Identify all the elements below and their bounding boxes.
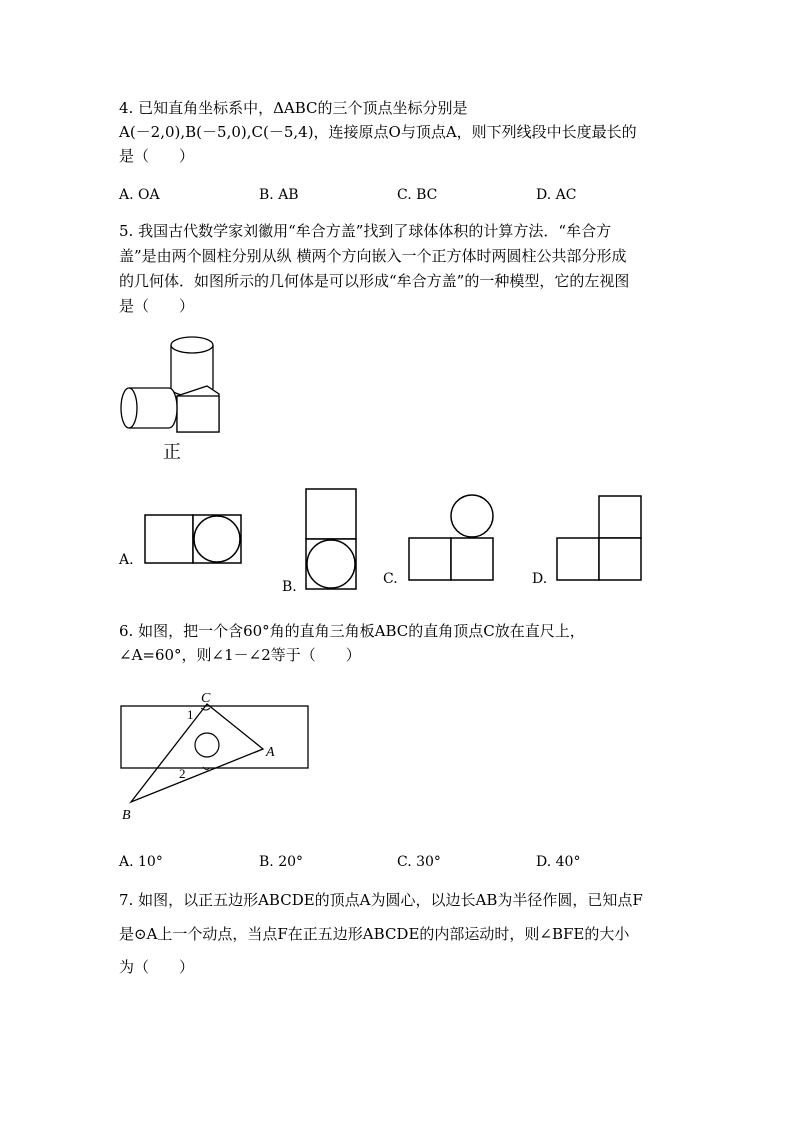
q4-line-2: A(－2,0),B(－5,0),C(－5,4)，连接原点O与顶点A，则下列线段中长度最长的 (119, 123, 637, 141)
q6-angle-2-label: 2 (179, 766, 186, 781)
q4-option-c[interactable]: C. BC (397, 187, 438, 203)
q6-label-c: C (201, 691, 211, 706)
q4-option-b[interactable]: B. AB (259, 187, 299, 203)
q5-option-b[interactable]: B. (282, 579, 297, 595)
q5-option-c[interactable]: C. (383, 571, 398, 587)
q5-line-2: 盖”是由两个圆柱分别从纵 横两个方向嵌入一个正方体时两圆柱公共部分形成 (119, 247, 627, 265)
q6-triangle-ruler-figure (115, 688, 315, 823)
q5-option-c-figure[interactable] (408, 494, 496, 584)
q6-label-b: B (122, 808, 131, 823)
q5-option-b-figure[interactable] (305, 488, 359, 592)
q6-line-2: ∠A=60°，则∠1－∠2等于（ ） (119, 646, 361, 664)
q6-angle-1-label: 1 (187, 707, 194, 722)
q7-line-2: 是⊙A上一个动点，当点F在正五边形ABCDE的内部运动时，则∠BFE的大小 (119, 925, 630, 943)
q5-line-3: 的几何体．如图所示的几何体是可以形成“牟合方盖”的一种模型，它的左视图 (119, 272, 630, 290)
q6-option-a[interactable]: A. 10° (119, 854, 163, 870)
q6-option-d[interactable]: D. 40° (536, 854, 581, 870)
q5-option-a[interactable]: A. (119, 552, 134, 568)
q4-option-d[interactable]: D. AC (536, 187, 577, 203)
q6-option-c[interactable]: C. 30° (397, 854, 441, 870)
q4-option-a[interactable]: A. OA (119, 187, 160, 203)
q6-line-1: 6. 如图，把一个含60°角的直角三角板ABC的直角顶点C放在直尺上， (119, 622, 585, 640)
q6-label-a: A (266, 745, 275, 760)
q5-line-4: 是（ ） (119, 297, 195, 315)
q5-option-d-figure[interactable] (556, 495, 644, 583)
q5-model-figure (115, 330, 225, 465)
q7-line-1: 7. 如图，以正五边形ABCDE的顶点A为圆心，以边长AB为半径作圆，已知点F (119, 891, 643, 909)
q5-front-label: 正 (163, 442, 181, 462)
q5-option-a-figure[interactable] (144, 514, 244, 566)
q4-line-1: 4. 已知直角坐标系中，ΔABC的三个顶点坐标分别是 (119, 99, 468, 117)
q4-line-3: 是（ ） (119, 147, 195, 165)
q7-line-3: 为（ ） (119, 958, 195, 976)
q5-line-1: 5. 我国古代数学家刘徽用“牟合方盖”找到了球体体积的计算方法．“牟合方 (119, 222, 612, 240)
q6-option-b[interactable]: B. 20° (259, 854, 304, 870)
q5-option-d[interactable]: D. (532, 571, 548, 587)
